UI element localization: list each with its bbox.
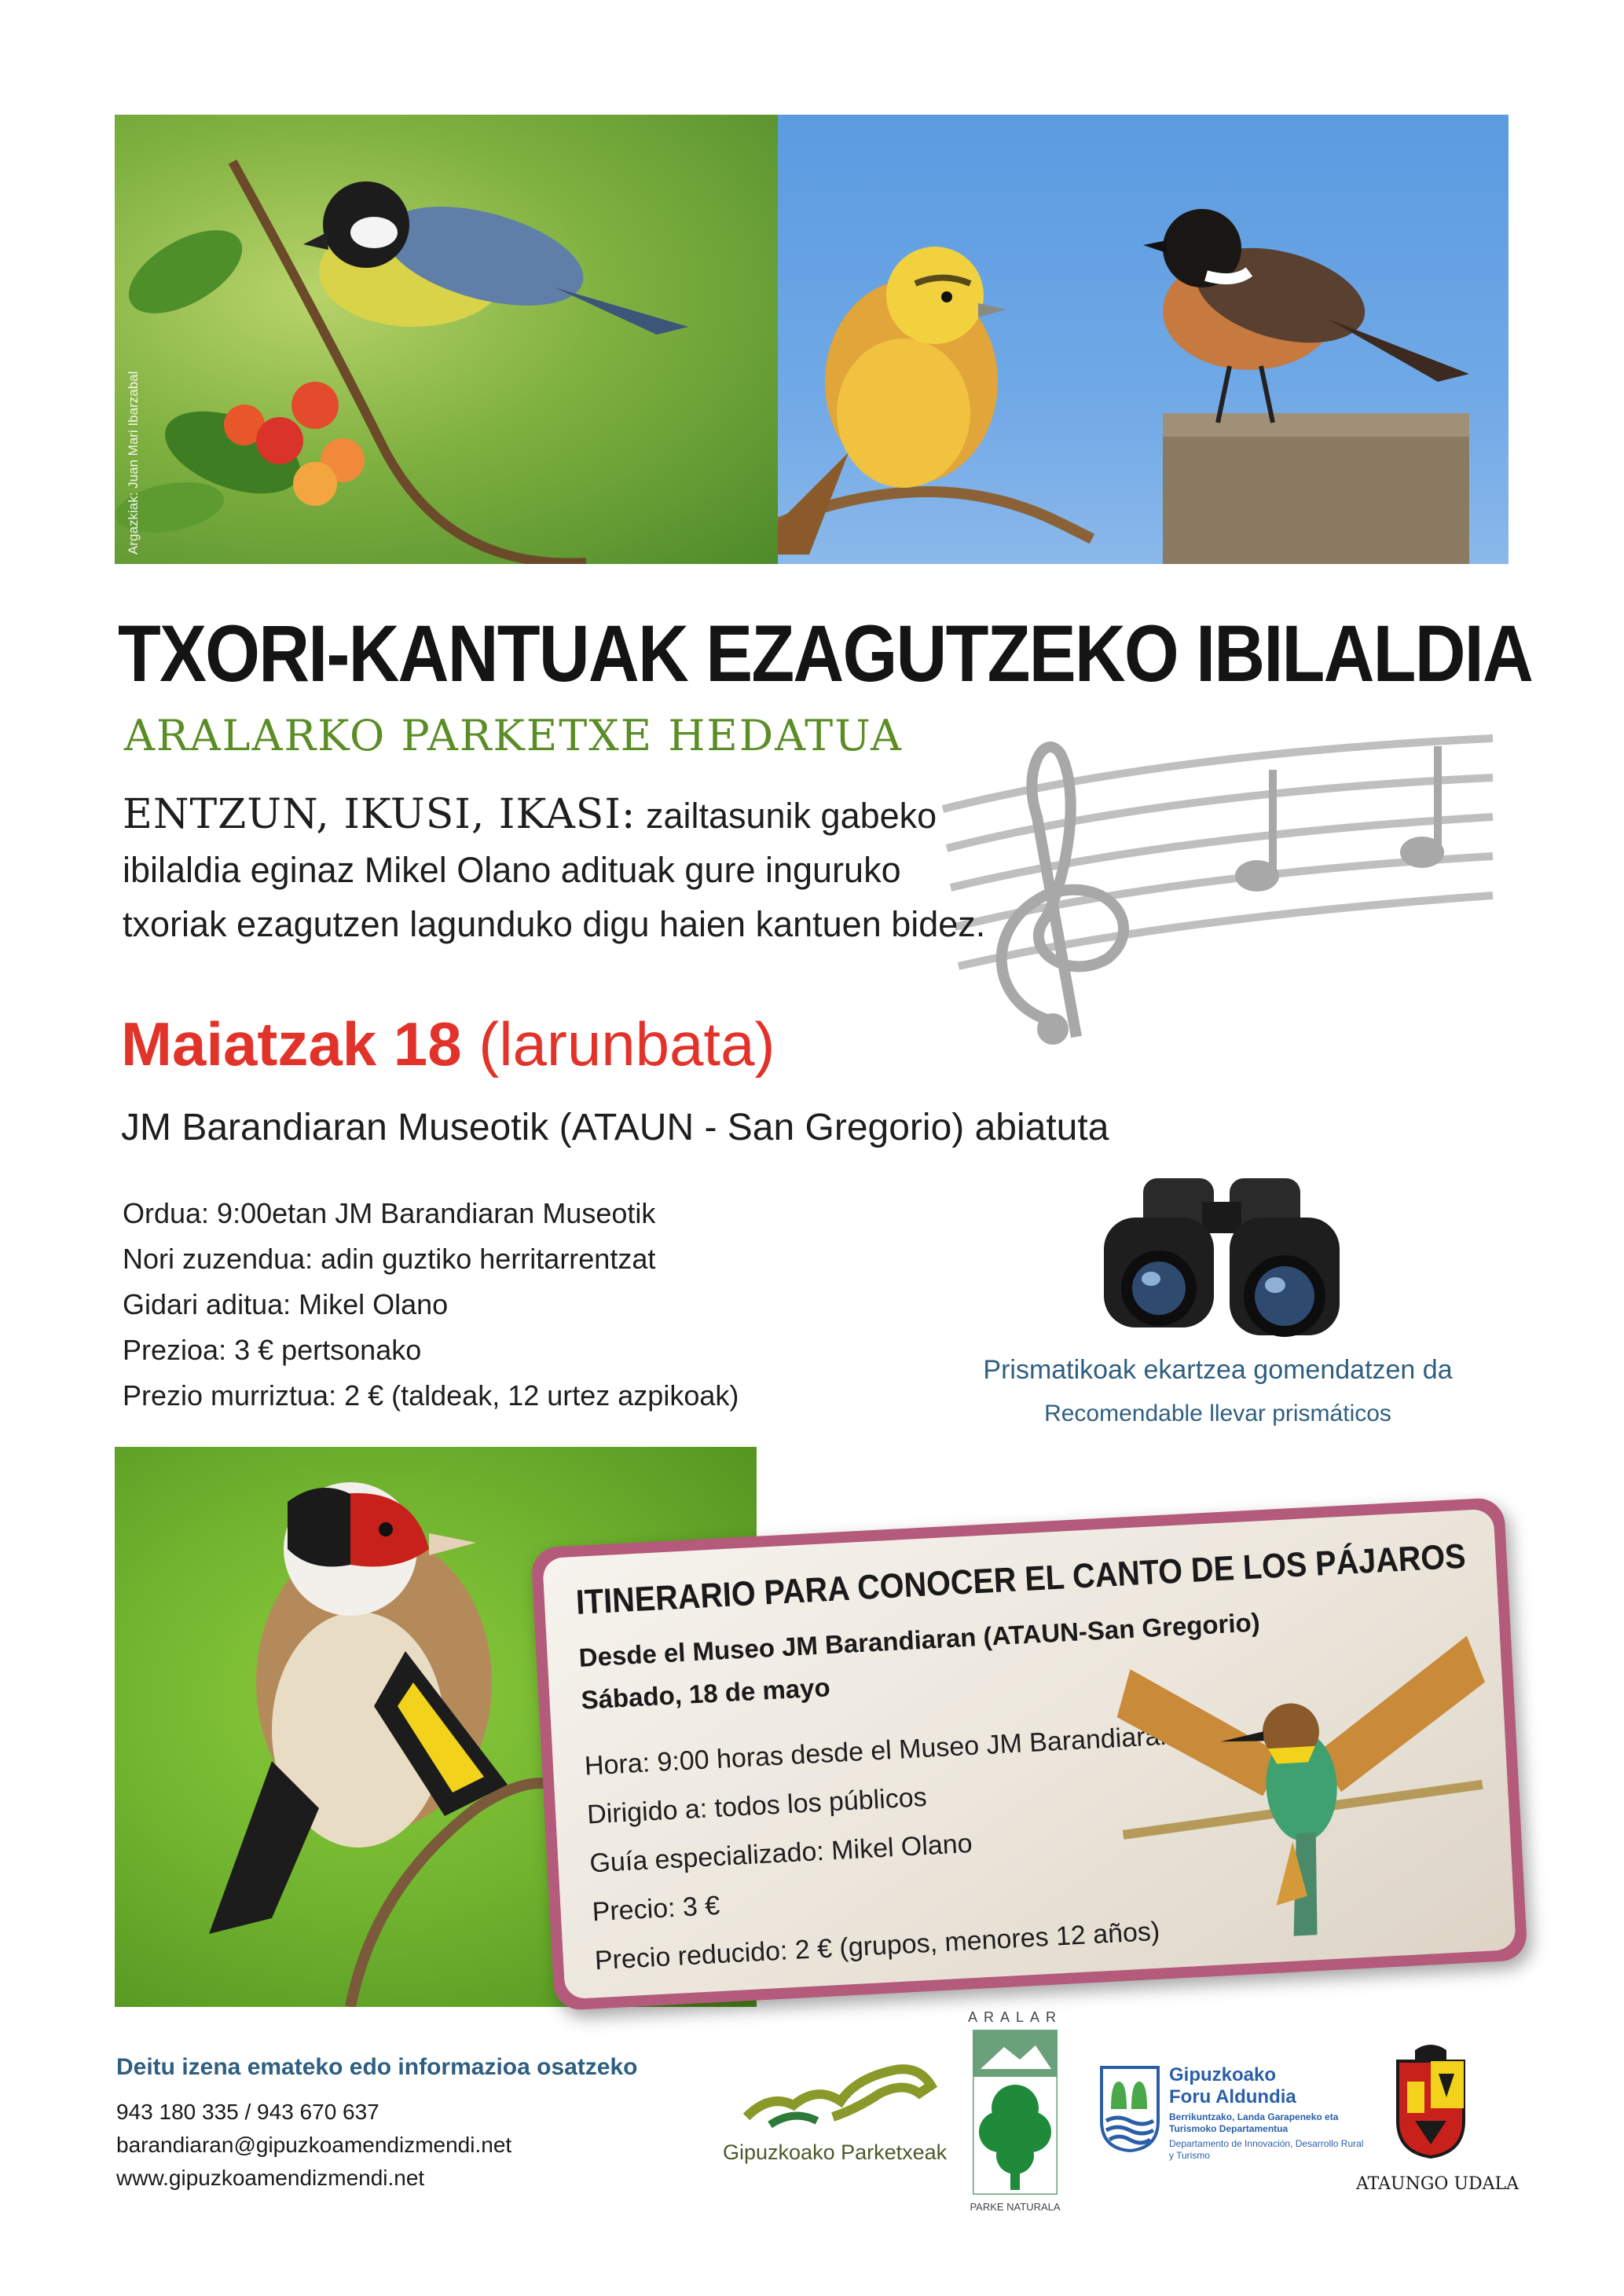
- aralar-logo-top: ARALAR: [968, 2009, 1063, 2025]
- card-detail-time: Hora: 9:00 horas desde el Museo JM Barandiaran: [584, 1720, 1176, 1782]
- yellowhammer-stonechat-illustration: [778, 115, 1509, 564]
- ataun-caption: ATAUNGO UDALA: [1356, 2174, 1520, 2194]
- event-start-location: JM Barandiaran Museotik (ATAUN - San Gregorio) abiatuta: [121, 1107, 1109, 1148]
- great-tit-photo: [115, 115, 778, 564]
- event-date-main: Maiatzak 18: [121, 1009, 462, 1078]
- ataun-udala-logo: [1356, 2042, 1520, 2207]
- contact-website[interactable]: www.gipuzkoamendizmendi.net: [116, 2166, 425, 2190]
- detail-price: Prezioa: 3 € pertsonako: [123, 1334, 422, 1366]
- card-detail-reduced-price: Precio reducido: 2 € (grupos, menores 12 años): [594, 1916, 1161, 1976]
- gipuzkoa-department-basque: Berrikuntzako, Landa Garapeneko eta Turismoko Departamentua: [1169, 2111, 1339, 2134]
- aralar-logo: [968, 2009, 1062, 2221]
- detail-guide: Gidari aditua: Mikel Olano: [123, 1288, 449, 1320]
- aralar-tree-icon: [973, 2030, 1058, 2195]
- card-details: [583, 1711, 1186, 1985]
- bunting-stonechat-photo: [778, 115, 1509, 564]
- intro-line-3: txoriak ezagutzen lagunduko digu haien kantuen bidez.: [123, 904, 986, 944]
- intro-line-2: ibilaldia eginaz Mikel Olano adituak gure inguruko: [123, 850, 901, 890]
- gipuzkoa-department-spanish: Departamento de Innovación, Desarrollo Rural y Turismo: [1169, 2138, 1364, 2161]
- binoculars-icon: [1096, 1170, 1347, 1347]
- card-date: Sábado, 18 de mayo: [580, 1672, 831, 1715]
- gipuzkoa-shield-icon: [1100, 2066, 1160, 2152]
- event-date: [121, 1009, 775, 1080]
- contact-phone: 943 180 335 / 943 670 637: [116, 2100, 379, 2124]
- contact-info: [116, 2096, 511, 2195]
- card-detail-guide: Guía especializado: Mikel Olano: [588, 1828, 973, 1879]
- card-detail-audience: Dirigido a: todos los públicos: [586, 1782, 928, 1830]
- great-tit-illustration: [115, 115, 778, 564]
- parketxeak-logo: [723, 2062, 959, 2172]
- bee-eater-illustration: [1098, 1627, 1507, 1969]
- ataun-coat-of-arms-icon: [1391, 2042, 1470, 2160]
- gipuzkoa-name-2: Foru Aldundia: [1169, 2086, 1296, 2107]
- card-start-location: Desde el Museo JM Barandiaran (ATAUN-San Gregorio): [577, 1607, 1261, 1672]
- music-notes-decoration: [927, 723, 1509, 1060]
- parketxeak-mark-icon: [739, 2062, 943, 2133]
- top-photo-band: [115, 115, 1509, 564]
- parketxeak-caption: Gipuzkoako Parketxeak: [723, 2140, 948, 2164]
- card-detail-price: Precio: 3 €: [591, 1890, 721, 1928]
- binoculars-note-basque: Prismatikoak ekartzea gomendatzen da: [983, 1355, 1453, 1385]
- detail-time: Ordua: 9:00etan JM Barandiaran Museotik: [123, 1197, 656, 1229]
- event-date-day: (larunbata): [478, 1009, 775, 1078]
- card-title: ITINERARIO PARA CONOCER EL CANTO DE LOS PÁJAROS: [574, 1536, 1467, 1622]
- binoculars-note-spanish: Recomendable llevar prismáticos: [1044, 1401, 1391, 1426]
- intro-lead: ENTZUN, IKUSI, IKASI:: [123, 791, 636, 838]
- card-body: [542, 1509, 1516, 2000]
- intro-text: [123, 788, 987, 951]
- contact-email[interactable]: barandiaran@gipuzkoamendizmendi.net: [116, 2133, 512, 2157]
- contact-heading: Deitu izena emateko edo informazioa osatzeko: [116, 2054, 638, 2080]
- intro-line-1: zailtasunik gabeko: [645, 796, 937, 836]
- detail-reduced-price: Prezio murriztua: 2 € (taldeak, 12 urtez azpikoak): [123, 1379, 739, 1412]
- event-details: [123, 1191, 739, 1419]
- page-subtitle: ARALARKO PARKETXE HEDATUA: [124, 711, 904, 760]
- gipuzkoa-foru-aldundia-logo: [1100, 2058, 1367, 2176]
- photo-credit: Argazkiak: Juan Mari Ibarzabal: [126, 371, 141, 555]
- detail-audience: Nori zuzendua: adin guztiko herritarrentzat: [123, 1243, 656, 1275]
- page-title: TXORI-KANTUAK EZAGUTZEKO IBILALDIA: [118, 609, 1533, 698]
- aralar-logo-bottom: PARKE NATURALA: [970, 2201, 1061, 2213]
- gipuzkoa-name-1: Gipuzkoako: [1169, 2064, 1277, 2085]
- spanish-info-card: [530, 1497, 1527, 2011]
